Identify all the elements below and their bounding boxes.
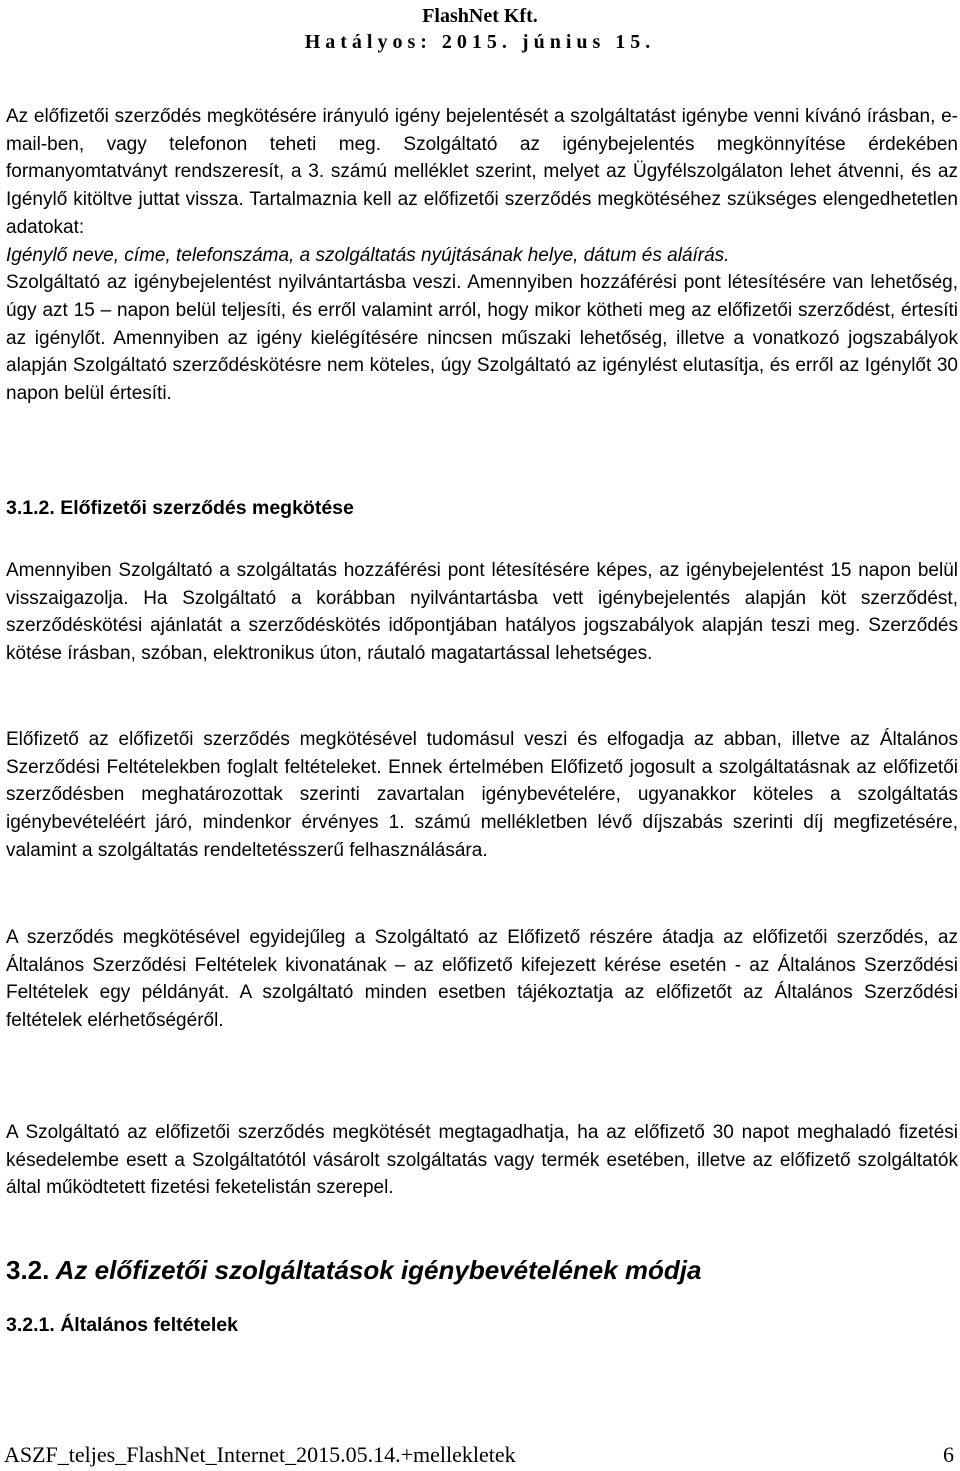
paragraph-contract-handover	[6, 924, 958, 1035]
paragraph-claim-submission	[6, 103, 958, 408]
heading-number: 3.2.	[6, 1255, 50, 1285]
heading-3-2-1: 3.2.1. Általános feltételek	[6, 1314, 238, 1336]
paragraph-text: Amennyiben Szolgáltató a szolgáltatás hozzáférési pont létesítésére képes, az igénybejelentést 15 napon belül visszaigazolja. Ha Szolgáltató a korábban nyilvántartásba vett igénybejelentés alapján köt szerződést, szerződéskötési ajánlatát a szerződéskötés időpontjában hatályos jogszabályok alapján teszi meg. Szerződés kötése írásban, szóban, elektronikus úton, ráutaló magatartással lehetséges.	[6, 560, 958, 665]
footer-filename: ASZF_teljes_FlashNet_Internet_2015.05.14.+mellekletek	[4, 1442, 516, 1467]
heading-3-1-2: 3.1.2. Előfizetői szerződés megkötése	[6, 497, 354, 519]
paragraph-refusal	[6, 1119, 958, 1202]
paragraph-italic-required-data: Igénylő neve, címe, telefonszáma, a szolgáltatás nyújtásának helye, dátum és aláírás.	[6, 244, 730, 266]
heading-text: Az előfizetői szolgáltatások igénybevételének módja	[55, 1255, 702, 1285]
header-company: FlashNet Kft.	[422, 5, 538, 27]
heading-3-2	[6, 1254, 702, 1286]
paragraph-text: Az előfizetői szerződés megkötésére irányuló igény bejelentését a szolgáltatást igénybe venni kívánó írásban, e-mail-ben, vagy telefonon teheti meg. Szolgáltató az igénybejelentés megkönnyítése érdekében formanyomtatványt rendszeresít, a 3. számú melléklet szerint, melyet az Ügyfélszolgálaton lehet átvenni, és az Igénylő kitöltve juttat vissza. Tartalmaznia kell az előfizetői szerződés megkötéséhez szükséges elengedhetetlen adatokat:	[6, 106, 958, 238]
header-effective-date: Hatályos: 2015. június 15.	[304, 31, 656, 53]
paragraph-text: Előfizető az előfizetői szerződés megkötésével tudomásul veszi és elfogadja az abban, illetve az Általános Szerződési Feltételekben foglalt feltételeket. Ennek értelmében Előfizető jogosult a szolgáltatásnak az előfizetői szerződésben meghatározottak szerinti zavartalan igénybevételére, ugyanakkor köteles a szolgáltatás igénybevételéért járó, mindenkor érvényes 1. számú mellékletben lévő díjszabás szerinti díj megfizetésére, valamint a szolgáltatás rendeltetésszerű felhasználására.	[6, 729, 958, 861]
footer-page-number: 6	[943, 1442, 954, 1467]
paragraph-text: A Szolgáltató az előfizetői szerződés megkötését megtagadhatja, ha az előfizető 30 napot meghaladó fizetési késedelembe esett a Szolgáltatótól vásárolt szolgáltatás vagy termék esetében, illetve az előfizető szolgáltatók által működtetett fizetési feketelistán szerepel.	[6, 1122, 958, 1199]
paragraph-contract-conclusion	[6, 557, 958, 668]
paragraph-text: Szolgáltató az igénybejelentést nyilvántartásba veszi. Amennyiben hozzáférési pont létesítésére van lehetőség, úgy azt 15 – napon belül teljesíti, és erről valamint arról, hogy mikor kötheti meg az előfizetői szerződést, értesíti az igénylőt. Amennyiben az igény kielégítésére nincsen műszaki lehetőség, illetve a vonatkozó jogszabályok alapján Szolgáltató szerződéskötésre nem köteles, úgy Szolgáltató az igénylést elutasítja, és erről az Igénylőt 30 napon belül értesíti.	[6, 272, 958, 405]
paragraph-text: A szerződés megkötésével egyidejűleg a Szolgáltató az Előfizető részére átadja az előfizetői szerződés, az Általános Szerződési Feltételek kivonatának – az előfizető kifejezett kérése esetén - az Általános Szerződési Feltételek egy példányát. A szolgáltató minden esetben tájékoztatja az előfizetőt az Általános Szerződési feltételek elérhetőségéről.	[6, 927, 958, 1032]
paragraph-subscriber-obligations	[6, 726, 958, 865]
